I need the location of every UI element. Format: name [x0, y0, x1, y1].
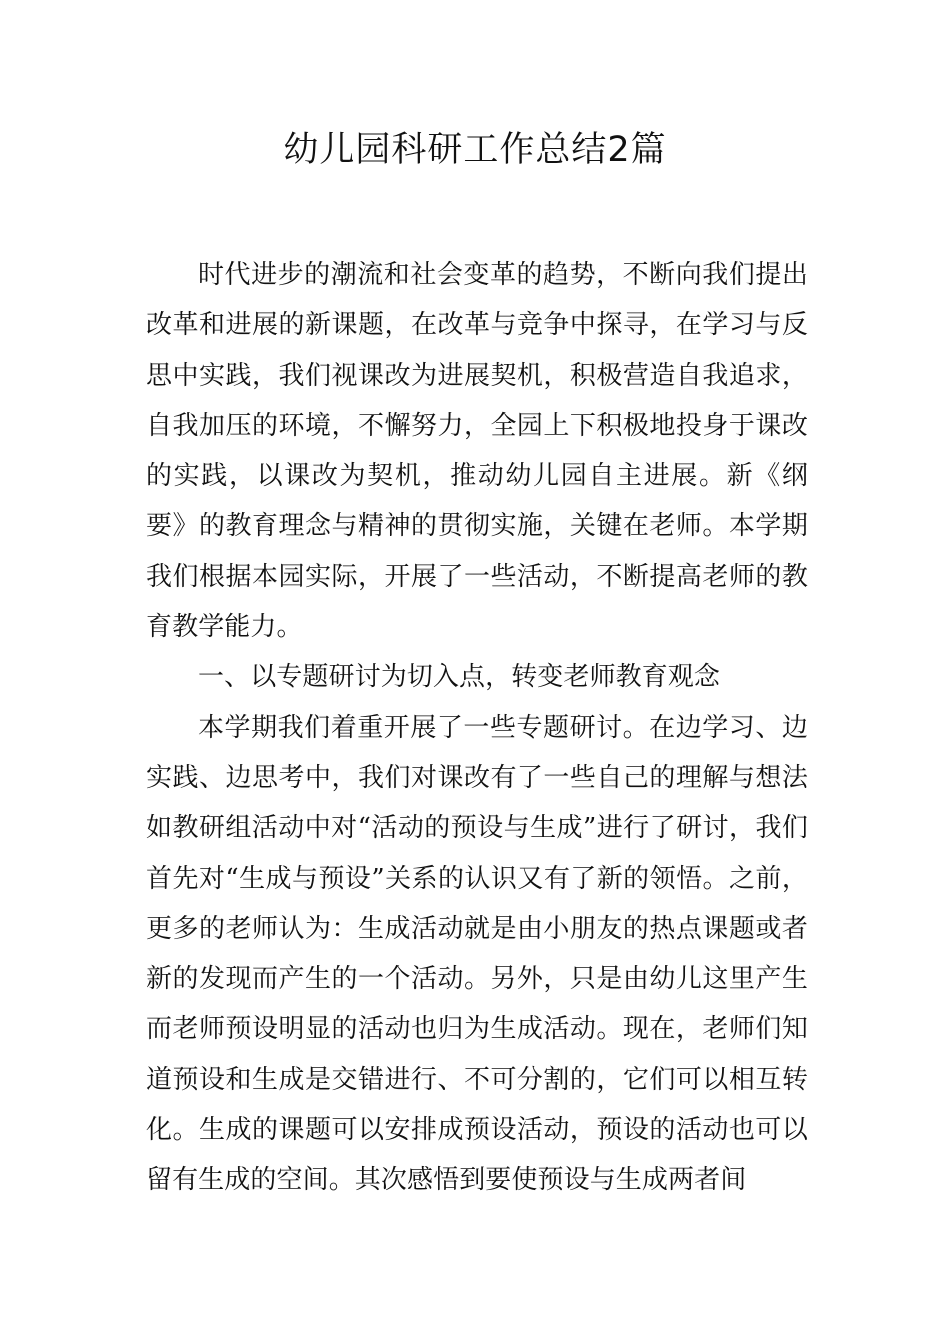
document-title: 幼儿园科研工作总结2篇 [283, 130, 667, 170]
section-heading: 一、以专题研讨为切入点，转变老师教育观念 [198, 662, 721, 693]
document-body [146, 250, 808, 1206]
intro-paragraph: 时代进步的潮流和社会变革的趋势，不断向我们提出改革和进展的新课题，在改革与竞争中探寻，在学习与反思中实践，我们视课改为进展契机，积极营造自我追求，自我加压的环境，不懈努力，全园上下积极地投身于课改的实践，以课改为契机，推动幼儿园自主进展。新《纲要》的教育理念与精神的贯彻实施，关键在老师。本学期我们根据本园实际，开展了一些活动，不断提高老师的教育教学能力。 [146, 260, 808, 643]
section-paragraph: 本学期我们着重开展了一些专题研讨。在边学习、边实践、边思考中，我们对课改有了一些自己的理解与想法 如教研组活动中对“活动的预设与生成”进行了研讨，我们首先对“生成与预设”关系的认识又有了新的领悟。之前，更多的老师认为：生成活动就是由小朋友的热点课题或者新的发现而产生的一个活动。另外，只是由幼儿这里产生而老师预设明显的活动也归为生成活动。现在，老师们知道预设和生成是交错进行、不可分割的，它们可以相互转化。生成的课题可以安排成预设活动，预设的活动也可以留有生成的空间。其次感悟到要使预设与生成两者间 [146, 712, 808, 1196]
